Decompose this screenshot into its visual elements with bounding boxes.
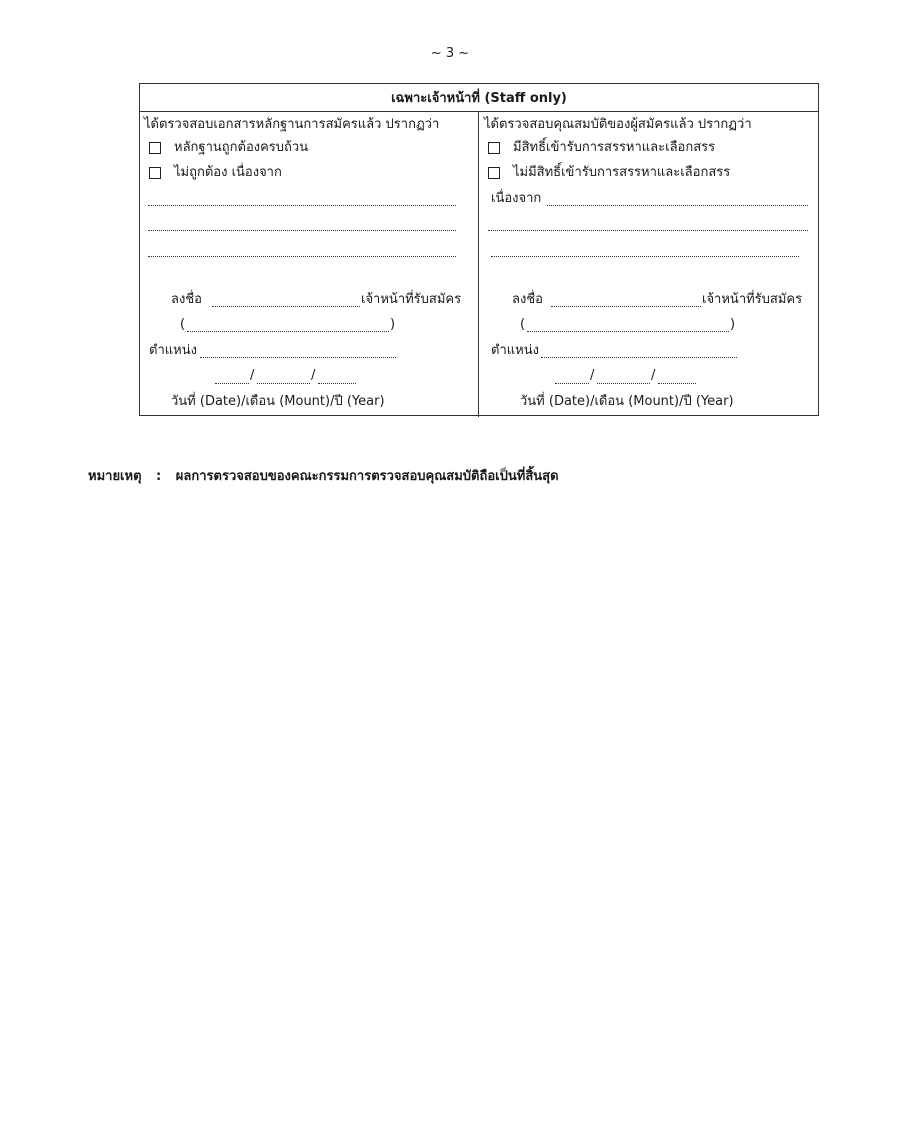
documents-incorrect-checkbox[interactable] (149, 167, 161, 179)
paren-close: ) (390, 317, 396, 332)
documents-complete-checkbox[interactable] (149, 142, 161, 154)
day-line[interactable] (215, 382, 249, 384)
reason-label: เนื่องจาก (491, 191, 542, 206)
eligible-label: มีสิทธิ์เข้ารับการสรรหาและเลือกสรร (513, 140, 716, 155)
month-line[interactable] (257, 382, 310, 384)
signature-line[interactable] (212, 305, 360, 307)
year-line[interactable] (658, 382, 696, 384)
sign-role: เจ้าหน้าที่รับสมัคร (361, 292, 462, 307)
year-line[interactable] (318, 382, 356, 384)
printed-name-line[interactable] (527, 330, 729, 332)
ineligible-checkbox[interactable] (488, 167, 500, 179)
sign-label: ลงชื่อ (512, 292, 543, 307)
reason-line-1[interactable] (148, 204, 456, 206)
day-line[interactable] (555, 382, 589, 384)
footnote-label: หมายเหตุ (88, 469, 142, 484)
footnote-separator: : (156, 469, 162, 484)
position-line[interactable] (200, 356, 396, 358)
paren-open: ( (520, 317, 526, 332)
qualification-check-heading: ได้ตรวจสอบคุณสมบัติของผู้สมัครแล้ว ปรากฏว่า (484, 117, 752, 132)
reason-line-3[interactable] (148, 255, 456, 257)
footnote-text: ผลการตรวจสอบของคณะกรรมการตรวจสอบคุณสมบัติถือเป็นที่สิ้นสุด (175, 469, 559, 484)
month-line[interactable] (597, 382, 650, 384)
date-slash-1: / (590, 368, 595, 383)
printed-name-line[interactable] (187, 330, 389, 332)
ineligible-label: ไม่มีสิทธิ์เข้ารับการสรรหาและเลือกสรร (513, 165, 731, 180)
staff-only-box (139, 83, 819, 416)
date-label: วันที่ (Date)/เดือน (Mount)/ปี (Year) (171, 394, 385, 409)
staff-box-title: เฉพาะเจ้าหน้าที่ (Staff only) (140, 84, 818, 112)
date-slash-2: / (311, 368, 316, 383)
page-number: ~ 3 ~ (430, 46, 470, 61)
reason-line-2[interactable] (148, 229, 456, 231)
position-label: ตำแหน่ง (149, 343, 197, 358)
position-label: ตำแหน่ง (491, 343, 539, 358)
document-check-column (140, 112, 479, 417)
documents-incorrect-label: ไม่ถูกต้อง เนื่องจาก (174, 165, 282, 180)
sign-label: ลงชื่อ (171, 292, 202, 307)
signature-line[interactable] (551, 305, 701, 307)
qualification-check-column (479, 112, 818, 417)
paren-open: ( (180, 317, 186, 332)
eligible-checkbox[interactable] (488, 142, 500, 154)
reason-line-2[interactable] (488, 229, 808, 231)
document-check-heading: ได้ตรวจสอบเอกสารหลักฐานการสมัครแล้ว ปรากฏว่า (144, 117, 440, 132)
paren-close: ) (730, 317, 736, 332)
reason-line-1[interactable] (547, 204, 808, 206)
position-line[interactable] (541, 356, 737, 358)
documents-complete-label: หลักฐานถูกต้องครบถ้วน (174, 140, 309, 155)
date-slash-1: / (250, 368, 255, 383)
footnote (88, 465, 559, 486)
date-slash-2: / (651, 368, 656, 383)
reason-line-3[interactable] (491, 255, 799, 257)
date-label: วันที่ (Date)/เดือน (Mount)/ปี (Year) (520, 394, 734, 409)
sign-role: เจ้าหน้าที่รับสมัคร (702, 292, 803, 307)
